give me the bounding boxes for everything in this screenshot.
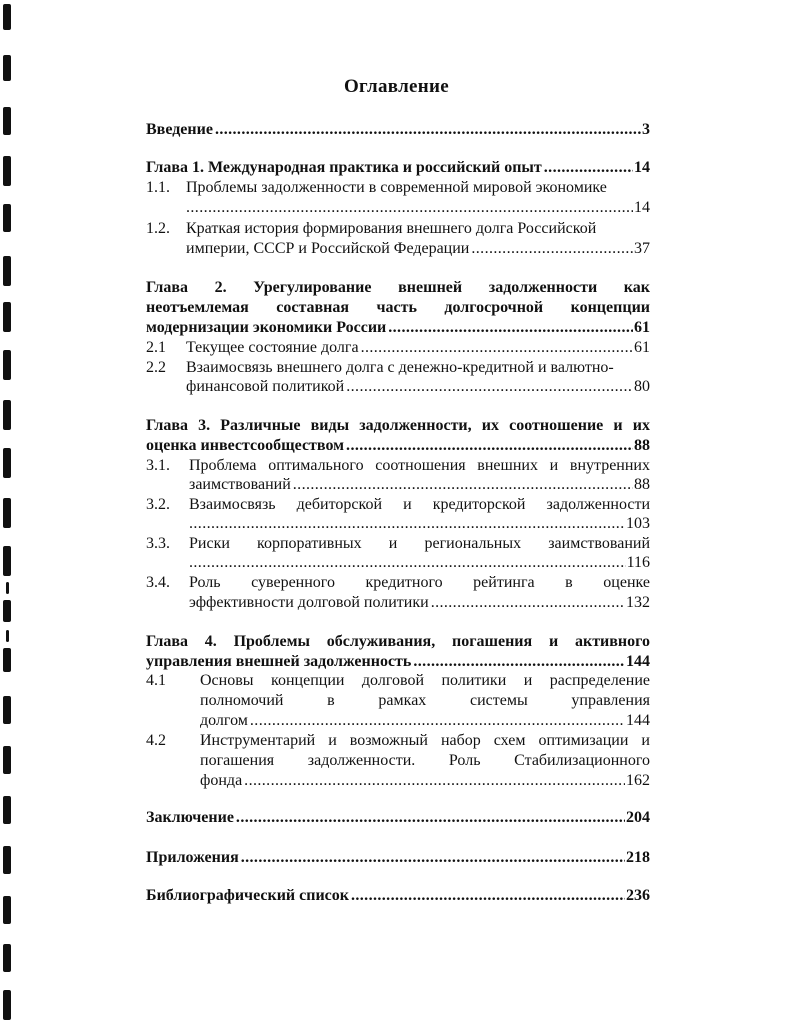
toc-chapter-1[interactable] [146,158,650,178]
section-title: Краткая история формирования внешнего долга Российской [186,220,597,237]
toc-section-3-2-leader [189,514,650,534]
toc-entry-bibliography[interactable] [146,886,650,906]
toc-section-1-2[interactable] [146,219,650,239]
binding-mark [3,204,11,232]
section-title: Текущее состояние долга [186,339,359,356]
leader-dots [361,338,633,358]
toc-section-2-1[interactable] [146,338,650,358]
binding-mark [3,156,11,186]
section-number: 3.4. [146,574,170,591]
leader-dots [388,318,633,338]
toc-section-1-1-leader [186,198,650,218]
toc-entry-label: Приложения [146,849,239,866]
binding-mark [3,256,11,286]
toc-page-number: 132 [626,594,650,611]
binding-mark [3,350,11,380]
binding-mark [6,630,9,642]
toc-entry-label: Заключение [146,809,234,826]
toc-page-number: 204 [626,809,650,826]
section-title: Роль суверенного кредитного рейтинга в оценке [189,574,650,591]
toc-section-2-2-leader [186,377,650,397]
section-title-cont: погашения задолженности. Роль Стабилизационного [200,752,650,769]
section-title: Взаимосвязь внешнего долга с денежно-кредитной и валютно- [186,359,614,376]
leader-dots [346,377,633,397]
leader-dots [215,120,641,140]
toc-chapter-4[interactable]: Глава 4. Проблемы обслуживания, погашения и активного [146,633,650,650]
toc-section-4-2-leader [200,771,650,791]
binding-mark [3,648,11,672]
toc-page-number: 14 [634,159,650,176]
leader-dots [186,198,633,218]
section-title: Проблема оптимального соотношения внешних и внутренних [189,457,650,474]
chapter-heading: Глава 1. Международная практика и российский опыт [146,159,542,176]
toc-entry-appendix[interactable] [146,848,650,868]
toc-section-4-1-leader [200,711,650,731]
toc-page-number: 80 [634,378,650,395]
binding-mark [3,4,11,30]
toc-page-number: 144 [626,712,650,729]
section-number: 2.1 [146,339,166,356]
toc-entry-label: Введение [146,121,213,138]
toc-page-number: 3 [642,121,650,138]
leader-dots [250,711,625,731]
chapter-heading-cont: неотъемлемая составная часть долгосрочной концепции [146,299,650,316]
toc-section-2-2[interactable] [146,358,650,378]
toc-section-4-1[interactable] [146,671,650,691]
section-number: 3.2. [146,496,170,513]
binding-mark [3,990,11,1020]
section-number: 1.1. [146,179,170,196]
leader-dots [544,158,633,178]
binding-mark [3,600,11,622]
toc-section-3-4-leader [189,593,650,613]
chapter-heading-leader [146,436,650,456]
section-number: 3.1. [146,457,170,474]
toc-section-3-2[interactable] [146,495,650,515]
leader-dots [413,652,625,672]
binding-mark [3,696,11,724]
leader-dots [189,514,625,534]
toc-page-number: 162 [626,772,650,789]
toc-page-number: 88 [634,476,650,493]
leader-dots [471,239,633,259]
leader-dots [431,593,625,613]
section-title-cont: фонда [200,772,243,789]
section-number: 4.2 [146,732,166,749]
section-title-cont: империи, СССР и Российской Федерации [186,240,470,257]
leader-dots [293,475,633,495]
section-number: 2.2 [146,359,166,376]
toc-section-3-1-leader [189,475,650,495]
toc-page-number: 37 [634,240,650,257]
toc-entry-conclusion[interactable] [146,808,650,828]
binding-mark [3,796,11,824]
toc-entry-label: Библиографический список [146,887,349,904]
chapter-heading-cont: оценка инвестсообществом [146,437,345,454]
leader-dots [241,848,625,868]
toc-page-number: 61 [634,319,650,336]
section-title: Взаимосвязь дебиторской и кредиторской задолженности [189,496,650,513]
leader-dots [351,886,625,906]
toc-page-number: 116 [626,554,650,571]
toc-section-3-1[interactable] [146,456,650,476]
toc-chapter-2[interactable]: Глава 2. Урегулирование внешней задолженности как [146,279,650,296]
binding-mark [3,498,11,528]
toc-page-number: 103 [626,515,650,532]
binding-mark [3,448,11,478]
toc-section-3-3-leader [189,553,650,573]
section-leader [186,338,650,358]
leader-dots [346,436,633,456]
binding-mark [6,582,9,594]
chapter-heading-leader [146,652,650,672]
binding-mark [3,546,11,576]
section-number: 1.2. [146,220,170,237]
binding-strip [0,0,14,1024]
section-title: Риски корпоративных и региональных заимствований [189,535,650,552]
binding-mark [3,107,11,135]
section-title-cont: заимствований [189,476,291,493]
section-number: 4.1 [146,672,166,689]
toc-page-number: 236 [626,887,650,904]
binding-mark [3,302,11,332]
section-title: Проблемы задолженности в современной мировой экономике [186,179,607,196]
section-number: 3.3. [146,535,170,552]
toc-entry-intro[interactable] [146,120,650,140]
section-title-cont: полномочий в рамках системы управления [200,692,650,709]
chapter-heading-leader [146,318,650,338]
section-title-cont: финансовой политикой [186,378,345,395]
page-title: Оглавление [343,76,450,97]
section-title-cont: долгом [200,712,248,729]
toc-section-3-3[interactable] [146,534,650,554]
chapter-heading-cont: модернизации экономики России [146,319,387,336]
binding-mark [3,944,11,972]
toc-page-number: 144 [626,653,650,670]
binding-mark [3,896,11,924]
toc-page-number: 61 [634,339,650,356]
toc-section-1-2-leader [186,239,650,259]
binding-mark [3,400,11,430]
section-title-cont: эффективности долговой политики [189,594,429,611]
section-title: Инструментарий и возможный набор схем оптимизации и [200,732,650,749]
toc-page-number: 14 [634,199,650,216]
section-title: Основы концепции долговой политики и распределение [200,672,650,689]
toc-section-1-1[interactable] [146,178,650,198]
toc-page-number: 88 [634,437,650,454]
toc-section-4-2[interactable] [146,731,650,751]
toc-section-3-4[interactable] [146,573,650,593]
toc-chapter-3[interactable]: Глава 3. Различные виды задолженности, их соотношение и их [146,417,650,434]
chapter-heading-cont: управления внешней задолженность [146,653,412,670]
toc-page-number: 218 [626,849,650,866]
binding-mark [3,846,11,874]
leader-dots [244,771,625,791]
leader-dots [236,808,625,828]
binding-mark [3,746,11,774]
leader-dots [189,553,626,573]
